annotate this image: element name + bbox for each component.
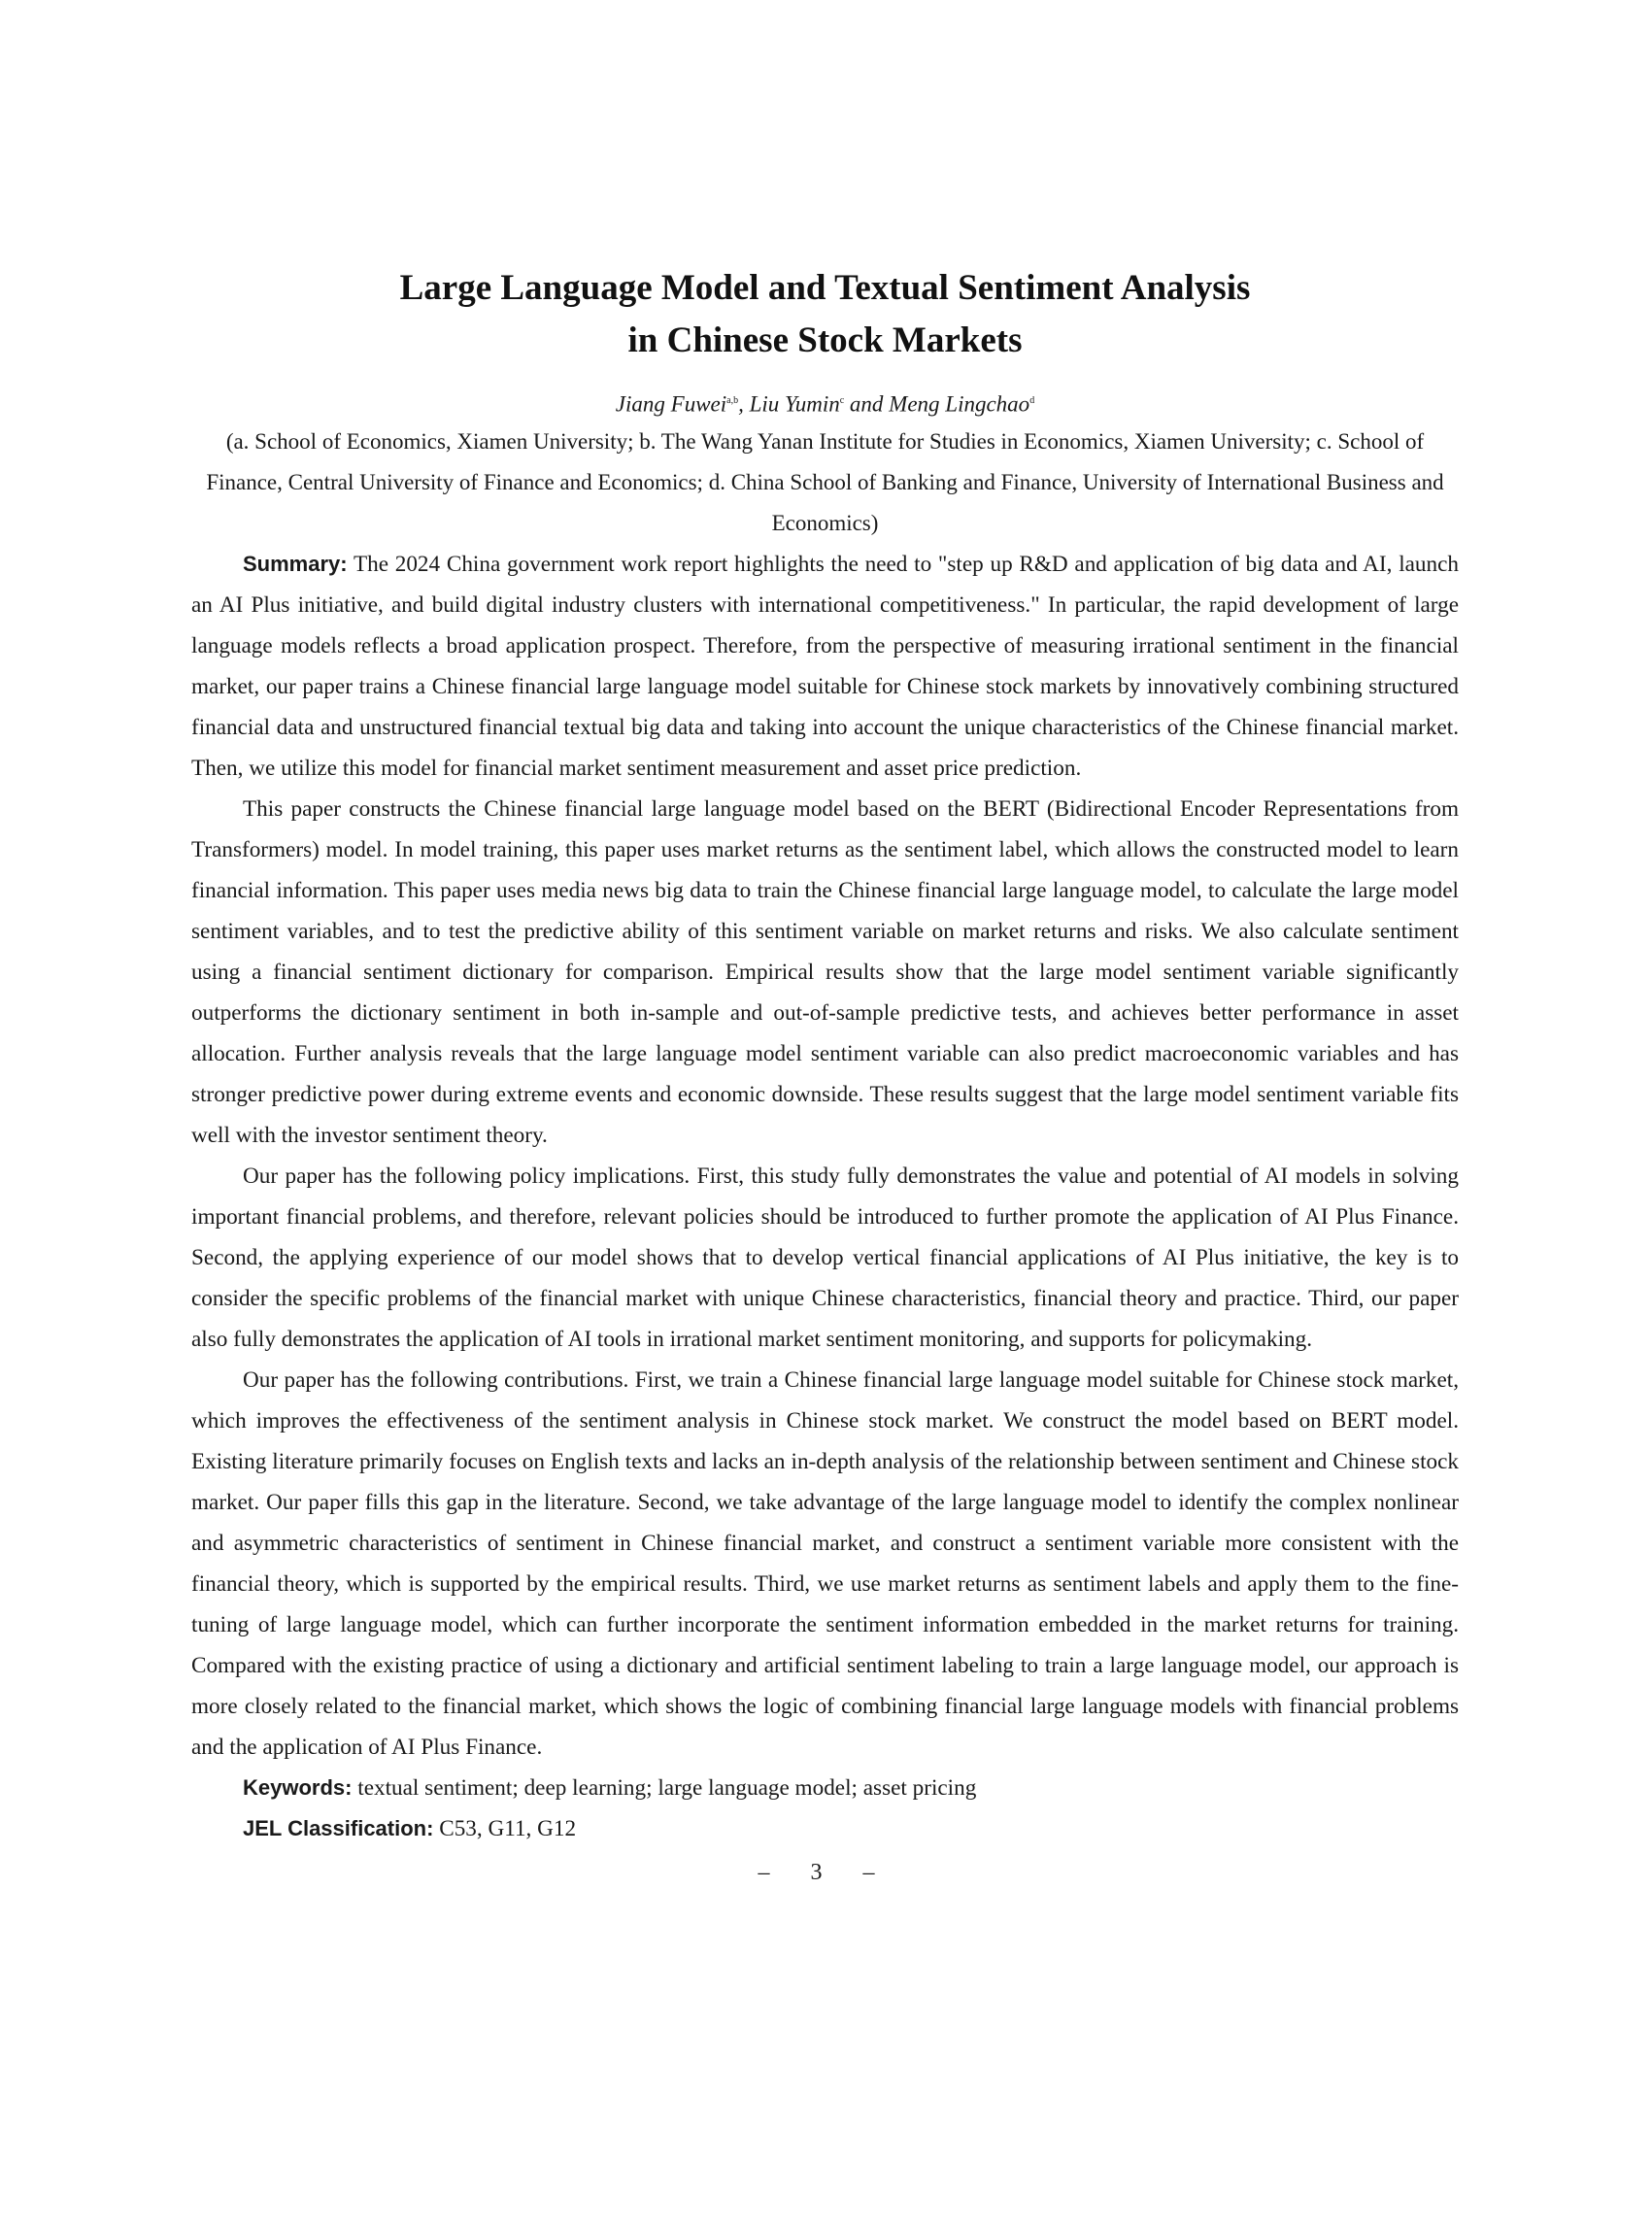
affiliations: (a. School of Economics, Xiamen University; b. The Wang Yanan Institute for Studies in Economics, Xiamen University; c. School of Finance, Central University of Finance and Economics; d. China School of Banking and Finance, University of International Business and Economics) xyxy=(206,428,1444,535)
author-name: Jiang Fuwei xyxy=(615,391,727,417)
author-affiliation-mark: c xyxy=(839,395,845,406)
author-name: Liu Yumin xyxy=(749,391,840,417)
keywords-label: Keywords: xyxy=(243,1774,353,1800)
body-paragraph-3: Our paper has the following contributions. First, we train a Chinese financial large language model suitable for Chinese stock market, which improves the effectiveness of the sentiment analysis in Chinese stock market. We construct the model based on BERT model. Existing literature primarily focuses on English texts and lacks an in‐depth analysis of the relationship between sentiment and Chinese stock market. Our paper fills this gap in the literature. Second, we take advantage of the large language model to identify the complex nonlinear and asymmetric characteristics of sentiment in Chinese financial market, and construct a sentiment variable more consistent with the financial theory, which is supported by the empirical results. Third, we use market returns as sentiment labels and apply them to the fine‐tuning of large language model, which can further incorporate the sentiment information embedded in the market returns for training. Compared with the existing practice of using a dictionary and artificial sentiment labeling to train a large language model, our approach is more closely related to the financial market, which shows the logic of combining financial large language models with financial problems and the application of AI Plus Finance. xyxy=(191,1366,1459,1760)
author-separator: and xyxy=(844,391,890,417)
summary-paragraph xyxy=(191,544,1459,789)
title-line-1: Large Language Model and Textual Sentiment Analysis xyxy=(399,268,1251,308)
body-paragraph-1: This paper constructs the Chinese financial large language model based on the BERT (Bidirectional Encoder Representations from Transformers) model. In model training, this paper uses market returns as the sentiment label, which allows the constructed model to learn financial information. This paper uses media news big data to train the Chinese financial large language model, to calculate the large model sentiment variables, and to test the predictive ability of this sentiment variable on market returns and risks. We also calculate sentiment using a financial sentiment dictionary for comparison. Empirical results show that the large model sentiment variable significantly outperforms the dictionary sentiment in both in‐sample and out‐of‐sample predictive tests, and achieves better performance in asset allocation. Further analysis reveals that the large language model sentiment variable can also predict macroeconomic variables and has stronger predictive power during extreme events and economic downside. These results suggest that the large model sentiment variable fits well with the investor sentiment theory. xyxy=(191,795,1459,1148)
title-line-2: in Chinese Stock Markets xyxy=(627,320,1023,360)
page-number: – 3 – xyxy=(758,1859,893,1885)
paper-title xyxy=(191,262,1459,367)
keywords-text: textual sentiment; deep learning; large language model; asset pricing xyxy=(357,1774,977,1801)
author-name: Meng Lingchao xyxy=(889,391,1030,417)
jel-line xyxy=(191,1808,1459,1849)
jel-label: JEL Classification: xyxy=(243,1815,434,1840)
author-separator: , xyxy=(738,391,750,417)
summary-label: Summary: xyxy=(243,551,348,576)
author-affiliation-mark: d xyxy=(1029,395,1035,406)
jel-text: C53, G11, G12 xyxy=(439,1815,577,1841)
author-list xyxy=(191,387,1459,420)
keywords-line xyxy=(191,1768,1459,1808)
author-affiliation-mark: a,b xyxy=(726,395,739,406)
paper-page xyxy=(191,262,1459,1892)
summary-text: The 2024 China government work report highlights the need to "step up R&D and application of big data and AI, launch an AI Plus initiative, and build digital industry clusters with international competitiveness." In particular, the rapid development of large language models reflects a broad application prospect. Therefore, from the perspective of measuring irrational sentiment in the financial market, our paper trains a Chinese financial large language model suitable for Chinese stock markets by innovatively combining structured financial data and unstructured financial textual big data and taking into account the unique characteristics of the Chinese financial market. Then, we utilize this model for financial market sentiment measurement and asset price prediction. xyxy=(191,551,1459,781)
body-paragraph-2: Our paper has the following policy implications. First, this study fully demonstrates the value and potential of AI models in solving important financial problems, and therefore, relevant policies should be introduced to further promote the application of AI Plus Finance. Second, the applying experience of our model shows that to develop vertical financial applications of AI Plus initiative, the key is to consider the specific problems of the financial market with unique Chinese characteristics, financial theory and practice. Third, our paper also fully demonstrates the application of AI tools in irrational market sentiment monitoring, and supports for policymaking. xyxy=(191,1163,1459,1352)
